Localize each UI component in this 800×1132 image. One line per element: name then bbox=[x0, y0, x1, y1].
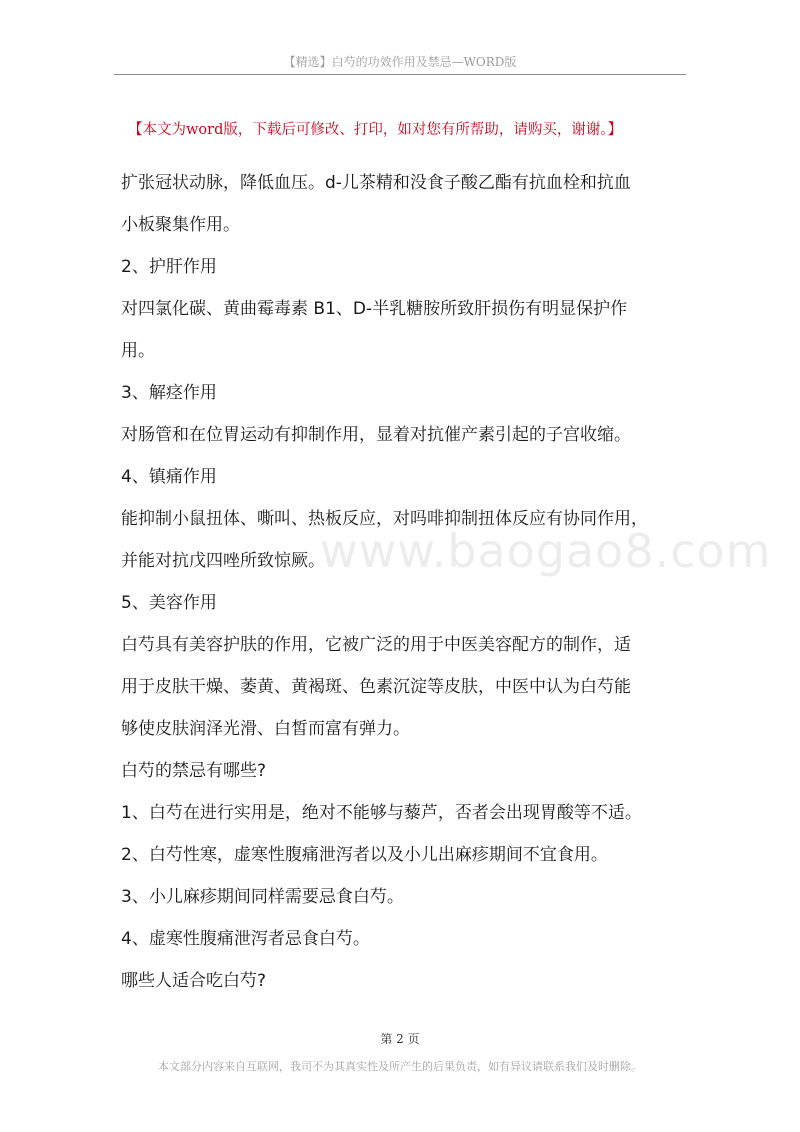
section-heading: 3、解痉作用 bbox=[121, 383, 217, 403]
body-line: 白芍具有美容护肤的作用，它被广泛的用于中医美容配方的制作，适 bbox=[121, 635, 631, 655]
body-line: 小板聚集作用。 bbox=[121, 215, 240, 235]
section-heading: 5、美容作用 bbox=[121, 593, 217, 613]
document-body bbox=[121, 162, 687, 1002]
question-heading: 白芍的禁忌有哪些? bbox=[121, 761, 267, 781]
list-item: 4、虚寒性腹痛泄泻者忌食白芍。 bbox=[121, 929, 370, 949]
body-line: 能抑制小鼠扭体、嘶叫、热板反应，对吗啡抑制扭体反应有协同作用， bbox=[121, 509, 648, 529]
page-number: 第 2 页 bbox=[380, 1032, 420, 1046]
watermark: www.baogao8.com bbox=[320, 524, 772, 578]
body-line: 扩张冠状动脉，降低血压。d-儿茶精和没食子酸乙酯有抗血栓和抗血 bbox=[121, 173, 631, 193]
section-heading: 2、护肝作用 bbox=[121, 257, 217, 277]
page-footer: 本文部分内容来自互联网，我司不为其真实性及所产生的后果负责，如有异议请联系我们及时删除。 bbox=[158, 1060, 642, 1073]
list-item: 1、白芍在进行实用是，绝对不能够与藜芦，否者会出现胃酸等不适。 bbox=[121, 803, 642, 823]
list-item: 3、小儿麻疹期间同样需要忌食白芍。 bbox=[121, 887, 404, 907]
body-line: 对四氯化碳、黄曲霉毒素 B1、D-半乳糖胺所致肝损伤有明显保护作 bbox=[121, 299, 628, 319]
header-divider bbox=[114, 74, 686, 75]
download-notice: 【本文为word版，下载后可修改、打印，如对您有所帮助，请购买，谢谢。】 bbox=[128, 122, 623, 138]
body-line: 用。 bbox=[121, 341, 155, 361]
body-line: 用于皮肤干燥、萎黄、黄褐斑、色素沉淀等皮肤，中医中认为白芍能 bbox=[121, 677, 631, 697]
body-line: 对肠管和在位胃运动有抑制作用，显着对抗催产素引起的子宫收缩。 bbox=[121, 425, 631, 445]
body-line: 并能对抗戊四唑所致惊厥。 bbox=[121, 551, 325, 571]
body-line: 够使皮肤润泽光滑、白皙而富有弹力。 bbox=[121, 719, 410, 739]
section-heading: 4、镇痛作用 bbox=[121, 467, 217, 487]
page-header: 【精选】白芍的功效作用及禁忌—WORD版 bbox=[283, 55, 517, 69]
question-heading: 哪些人适合吃白芍? bbox=[121, 971, 267, 991]
list-item: 2、白芍性寒，虚寒性腹痛泄泻者以及小儿出麻疹期间不宜食用。 bbox=[121, 845, 608, 865]
